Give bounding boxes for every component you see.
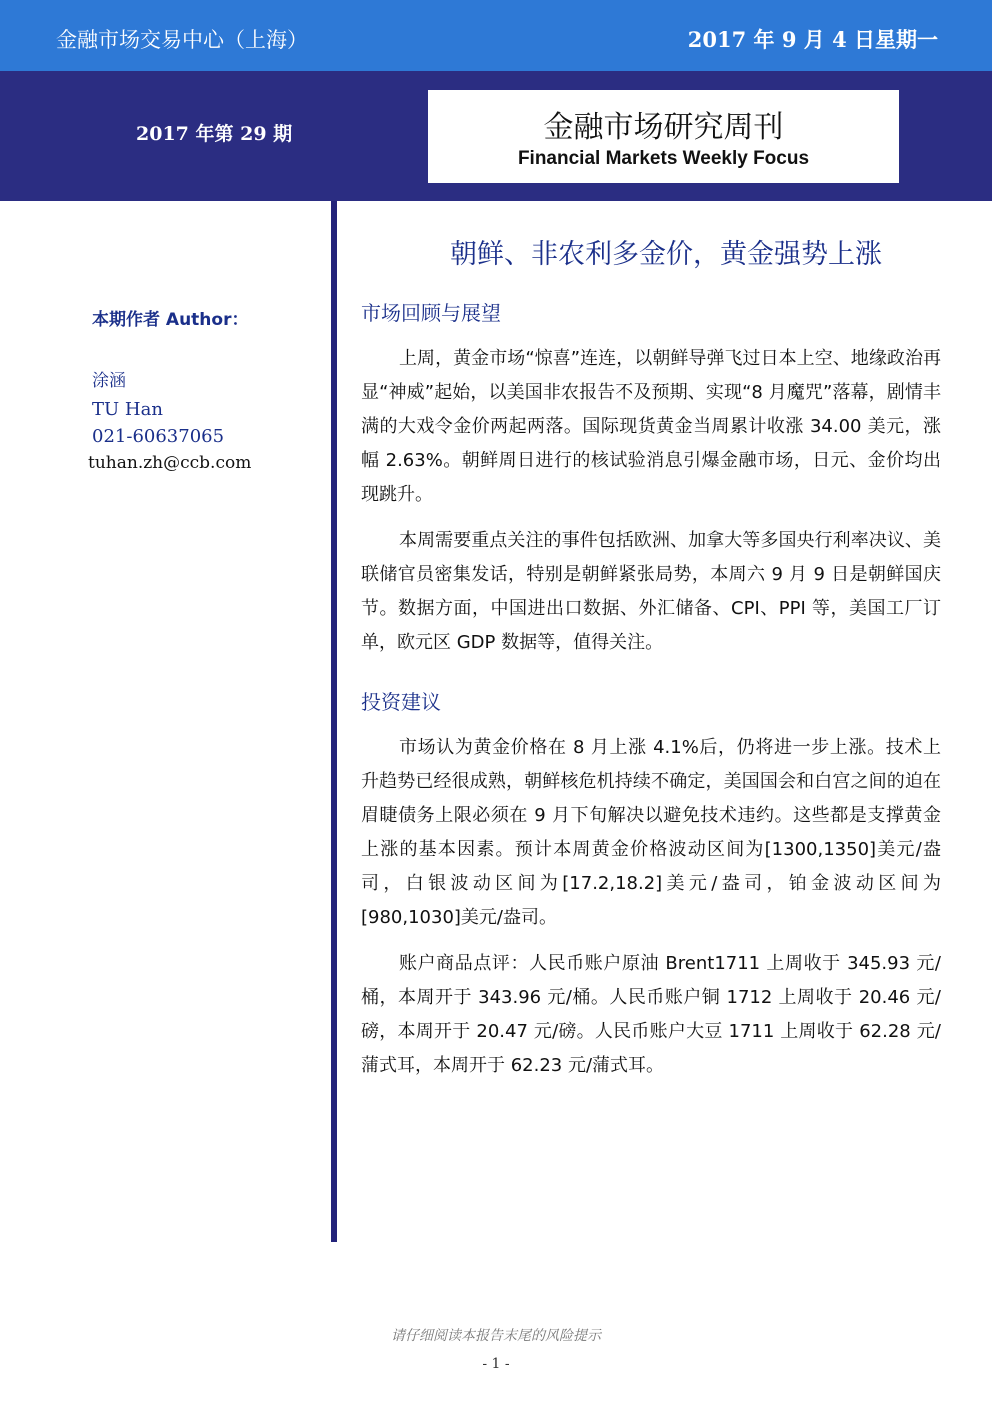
author-name-cn: 涂涵 xyxy=(92,371,126,391)
column-divider xyxy=(331,201,337,1242)
author-sidebar xyxy=(88,305,318,473)
publication-title-box xyxy=(428,90,899,183)
paragraph: 上周，黄金市场“惊喜”连连，以朝鲜导弹飞过日本上空、地缘政治再显“神威”起始，以美国非农报告不及预期、实现“8 月魔咒”落幕，剧情丰满的大戏令金价两起两落。国际现货黄金当周累计收涨 34.00 美元，涨幅 2.63%。朝鲜周日进行的核试验消息引爆金融市场，日元、金价均出现跳升。 xyxy=(361,348,941,505)
author-name-en: TU Han xyxy=(92,399,163,420)
organization-name: 金融市场交易中心（上海） xyxy=(56,28,308,52)
author-phone: 021-60637065 xyxy=(92,426,225,447)
article-headline: 朝鲜、非农利多金价，黄金强势上涨 xyxy=(450,239,882,270)
publication-title-en: Financial Markets Weekly Focus xyxy=(517,148,810,169)
author-email[interactable]: tuhan.zh@ccb.com xyxy=(88,453,252,473)
article-body xyxy=(361,232,941,1095)
section-heading-review: 市场回顾与展望 xyxy=(361,301,501,325)
paragraph: 本周需要重点关注的事件包括欧洲、加拿大等多国央行利率决议、美联储官员密集发话，特别是朝鲜紧张局势，本周六 9 月 9 日是朝鲜国庆节。数据方面，中国进出口数据、外汇储备、CPI、PPI 等，美国工厂订单，欧元区 GDP 数据等，值得关注。 xyxy=(361,530,941,653)
paragraph: 市场认为黄金价格在 8 月上涨 4.1%后，仍将进一步上涨。技术上升趋势已经很成熟，朝鲜核危机持续不确定，美国国会和白宫之间的迫在眉睫债务上限必须在 9 月下旬解决以避免技术违约。这些都是支撑黄金上涨的基本因素。预计本周黄金价格波动区间为[1300,1350]美元/盎司，白银波动区间为[17.2,18.2]美元/盎司，铂金波动区间为[980,1030]美元/盎司。 xyxy=(361,737,941,928)
title-band xyxy=(0,71,992,201)
report-date: 2017 年 9 月 4 日星期一 xyxy=(687,27,938,52)
publication-title-cn: 金融市场研究周刊 xyxy=(543,110,784,145)
top-bar xyxy=(0,0,992,71)
paragraph: 账户商品点评：人民币账户原油 Brent1711 上周收于 345.93 元/桶，本周开于 343.96 元/桶。人民币账户铜 1712 上周收于 20.46 元/磅，本周开于 20.47 元/磅。人民币账户大豆 1711 上周收于 62.28 元/蒲式耳，本周开于 62.23 元/蒲式耳。 xyxy=(361,953,941,1076)
author-label: 本期作者 Author： xyxy=(92,310,249,330)
page-number: - 1 - xyxy=(482,1356,510,1372)
issue-number: 2017 年第 29 期 xyxy=(136,123,293,145)
risk-disclaimer-note: 请仔细阅读本报告末尾的风险提示 xyxy=(391,1328,601,1344)
section-heading-advice: 投资建议 xyxy=(361,690,441,714)
